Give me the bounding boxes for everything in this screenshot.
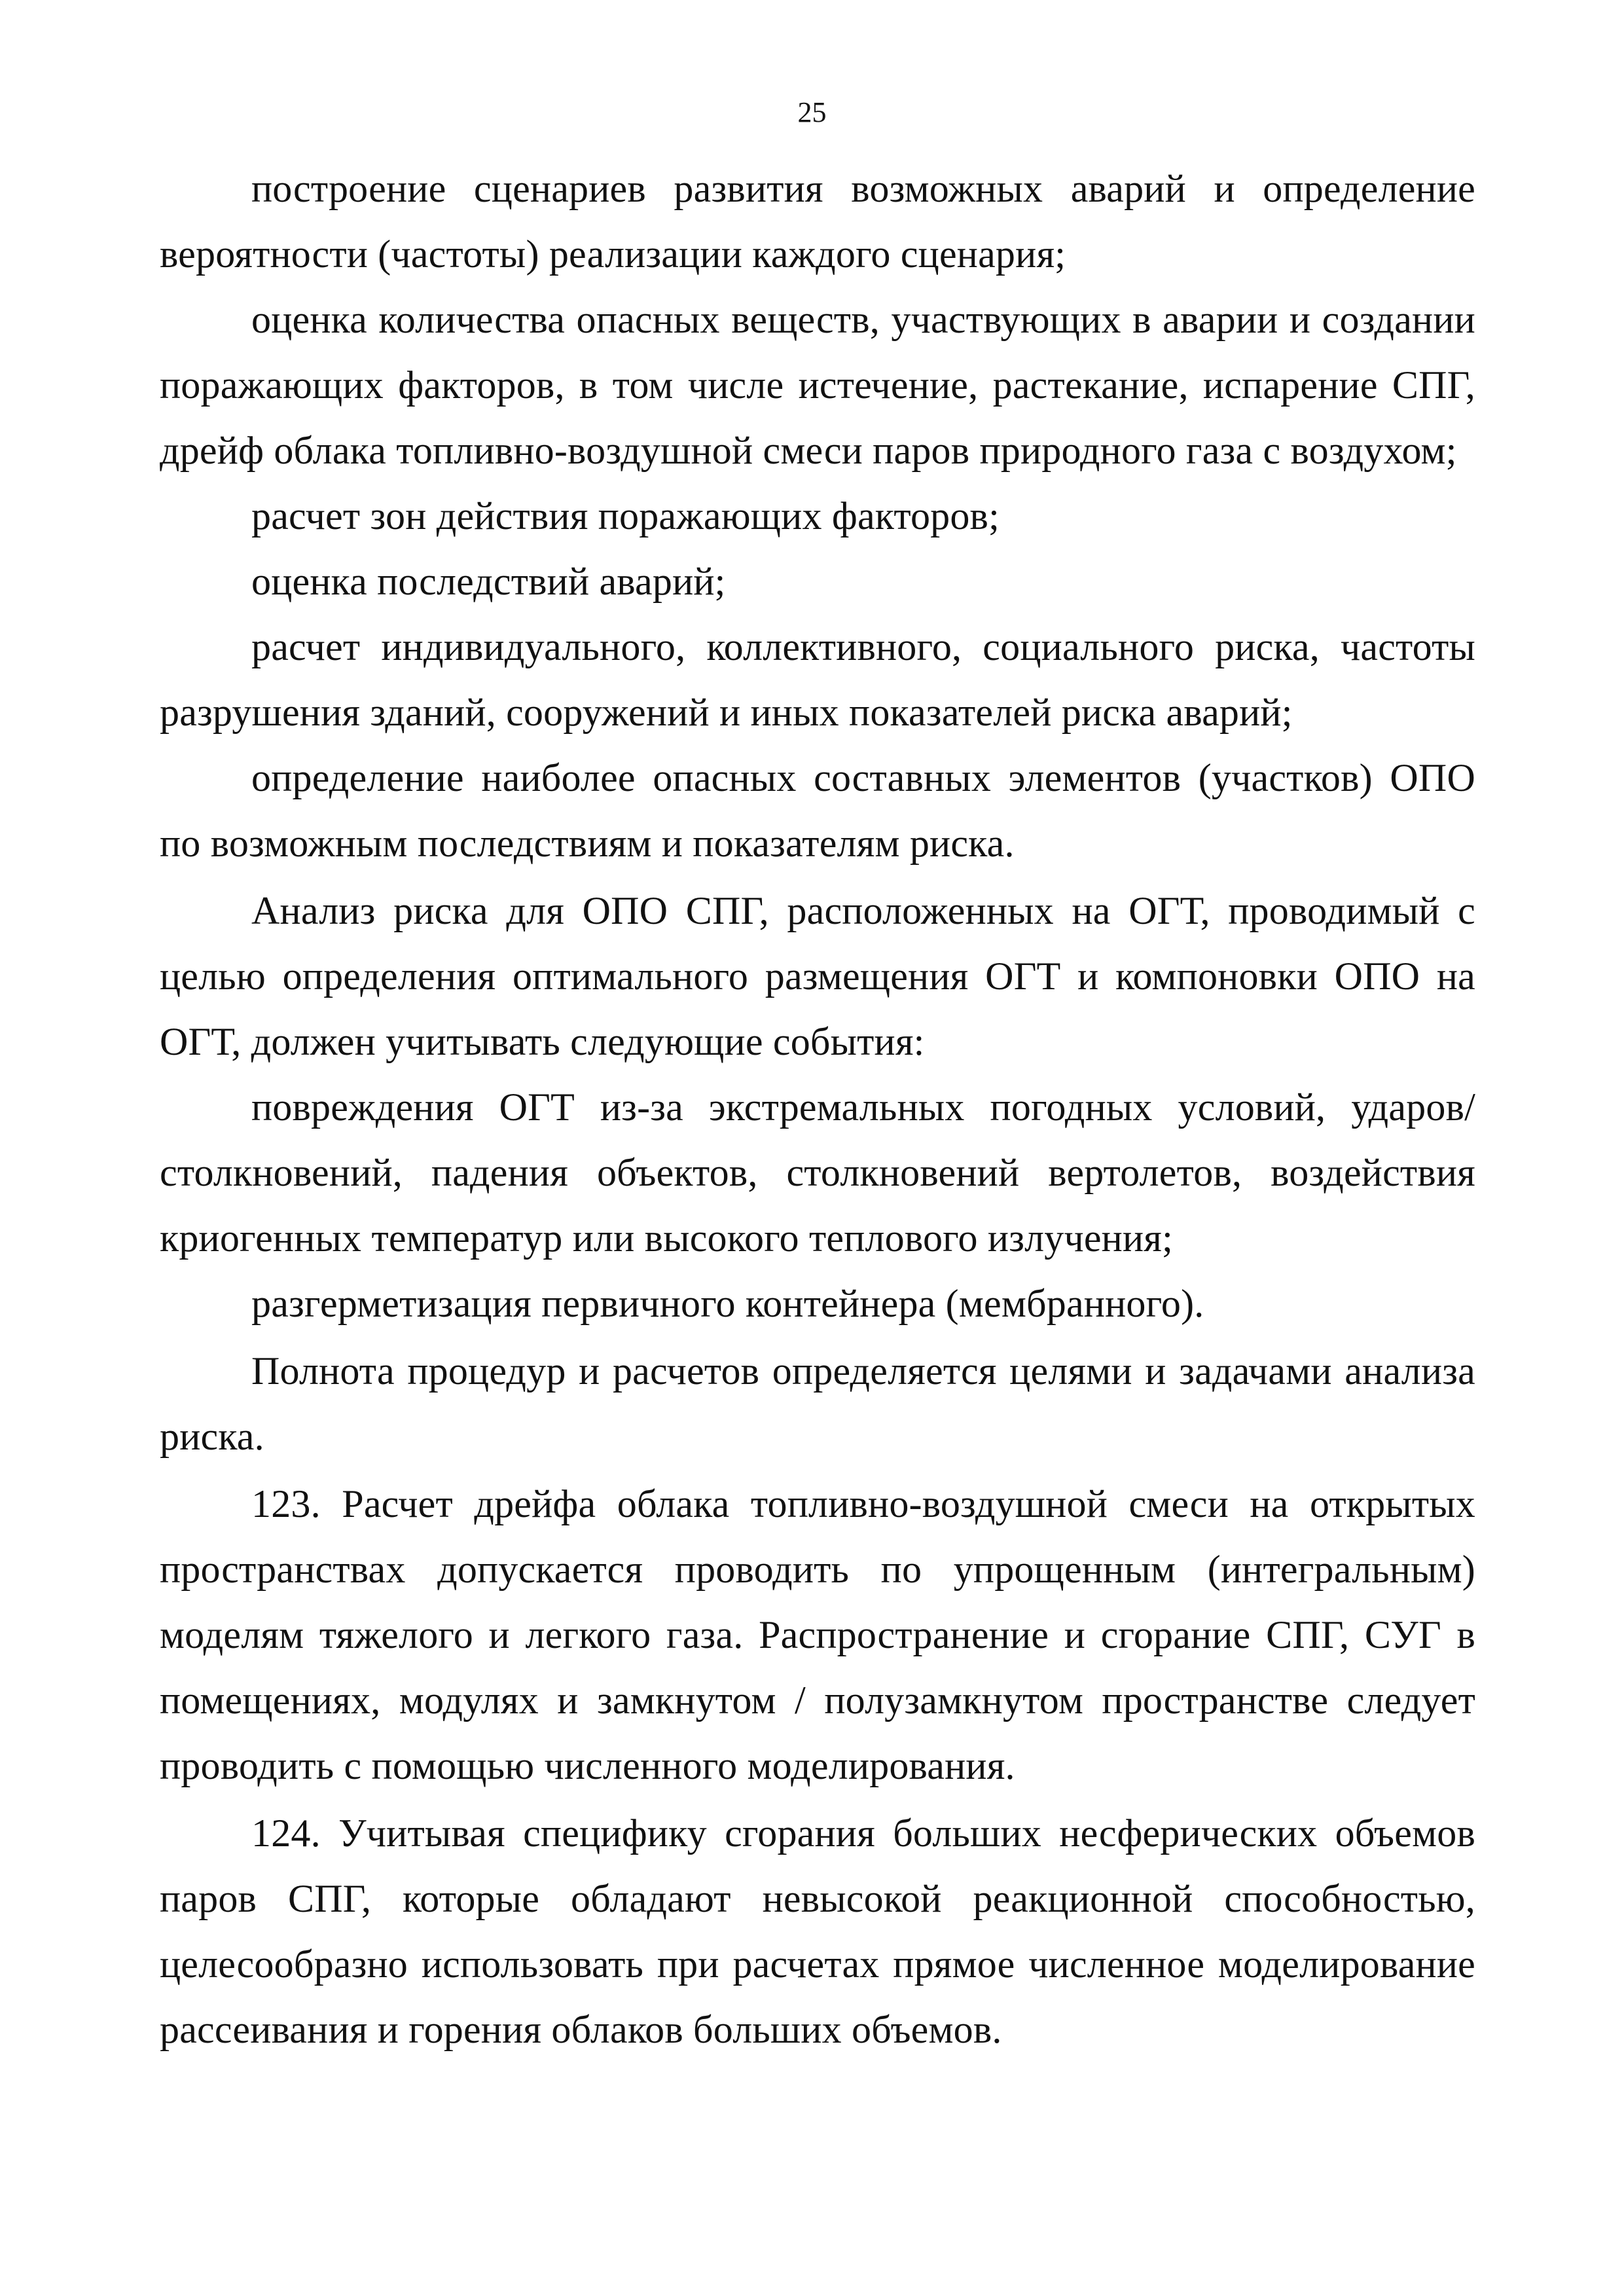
paragraph-scenarios: построение сценариев развития возможных аварий и определение вероятности (частоты) реализации каждого сценария; [160,167,1475,276]
paragraph-damage: повреждения ОГТ из-за экстремальных погодных условий, ударов/столкновений, падения объектов, столкновений вертолетов, воздействия криогенных температур или высокого теплового излучения; [160,1085,1475,1260]
document-body [160,156,1475,2062]
paragraph-risk-calc: расчет индивидуального, коллективного, социального риска, частоты разрушения зданий, сооружений и иных показателей риска аварий; [160,625,1475,734]
paragraph-completeness: Полнота процедур и расчетов определяется целями и задачами анализа риска. [160,1349,1475,1458]
paragraph-substances: оценка количества опасных веществ, участвующих в аварии и создании поражающих факторов, в том числе истечение, растекание, испарение СПГ, дрейф облака топливно-воздушной смеси паров природного газа с воздухом; [160,298,1475,472]
paragraph-consequences: оценка последствий аварий; [251,560,726,603]
paragraph-risk-analysis: Анализ риска для ОПО СПГ, расположенных на ОГТ, проводимый с целью определения оптимального размещения ОГТ и компоновки ОПО на ОГТ, должен учитывать следующие события: [160,889,1475,1063]
paragraph-hazardous-elements: определение наиболее опасных составных элементов (участков) ОПО по возможным последствиям и показателям риска. [160,756,1475,865]
paragraph-depressurization: разгерметизация первичного контейнера (мембранного). [251,1282,1204,1325]
paragraph-124: 124. Учитывая специфику сгорания больших несферических объемов паров СПГ, которые обладают невысокой реакционной способностью, целесообразно использовать при расчетах прямое численное моделирование рассеивания и горения облаков больших объемов. [160,1812,1475,2051]
paragraph-123: 123. Расчет дрейфа облака топливно-воздушной смеси на открытых пространствах допускается проводить по упрощенным (интегральным) моделям тяжелого и легкого газа. Распространение и сгорание СПГ, СУГ в помещениях, модулях и замкнутом / полузамкнутом пространстве следует проводить с помощью численного моделирования. [160,1482,1475,1787]
page-number: 25 [797,96,827,128]
paragraph-zones: расчет зон действия поражающих факторов; [251,494,1000,538]
